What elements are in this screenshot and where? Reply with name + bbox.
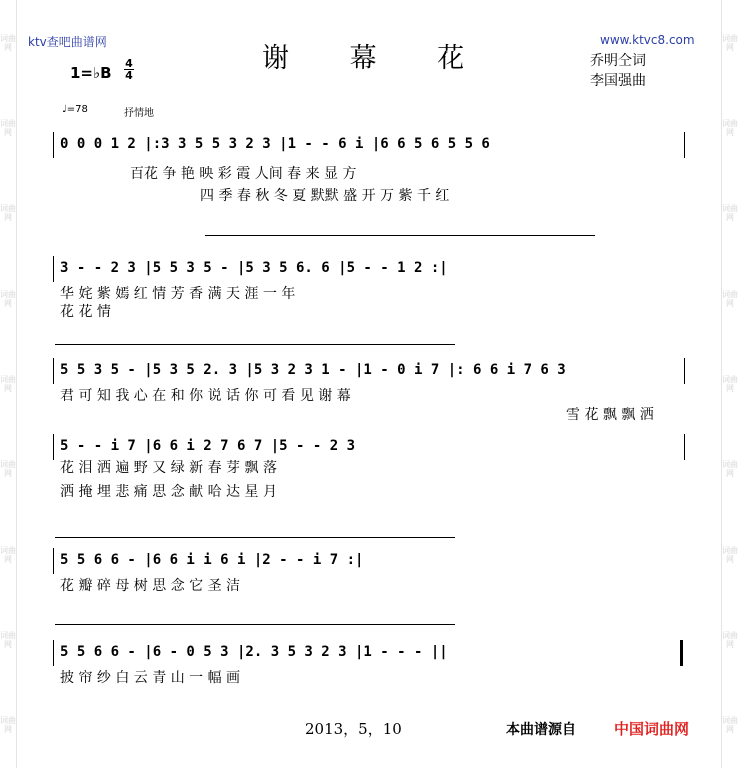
watermark-site-name: ktv查吧曲谱网 (28, 35, 107, 49)
barline (684, 132, 685, 158)
footer-site-link[interactable]: 中国词曲网 (614, 720, 690, 738)
notes-line: 3 - - 2 3 |5 5 3 5 - |5 3 5 6. 6 |5 - - 1 2 :| (60, 260, 448, 276)
watermark-glyph: 词曲网 (0, 545, 16, 564)
lyrics-verse-2: 洒 掩 埋 悲 痛 思 念 献 哈 达 星 月 (60, 484, 277, 500)
watermark-glyph: 词曲网 (722, 460, 738, 479)
key-signature: 1=♭B (70, 64, 112, 82)
lyrics-verse-1: 花 瓣 碎 母 树 思 念 它 圣 洁 (60, 578, 241, 594)
left-watermark-strip (0, 0, 17, 768)
lyrics-verse-1: 百花 争 艳 映 彩 霞 人间 春 来 显 方 (130, 166, 357, 182)
watermark-glyph: 词曲网 (0, 33, 16, 52)
watermark-glyph: 词曲网 (0, 118, 16, 137)
lyricist-credit: 乔明仝词 (590, 53, 646, 69)
notes-line: 5 5 6 6 - |6 - 0 5 3 |2. 3 5 3 2 3 |1 - - - || (60, 644, 448, 660)
barline (684, 358, 685, 384)
watermark-url: www.ktvc8.com (600, 33, 695, 47)
time-signature-bottom: 4 (125, 69, 133, 82)
barline (53, 256, 54, 282)
song-title: 谢 幕 花 (262, 43, 491, 74)
barline (684, 434, 685, 460)
volta-bracket (55, 537, 455, 538)
notes-line: 5 5 6 6 - |6 6 i i 6 i |2 - - i 7 :| (60, 552, 364, 568)
watermark-glyph: 词曲网 (722, 374, 738, 393)
watermark-glyph: 词曲网 (722, 33, 738, 52)
watermark-glyph: 词曲网 (722, 118, 738, 137)
lyrics-verse-1: 君 可 知 我 心 在 和 你 说 话 你 可 看 见 谢 幕 (60, 388, 351, 404)
barline (53, 434, 54, 460)
watermark-glyph: 词曲网 (0, 630, 16, 649)
notes-line: 0 0 0 1 2 |:3 3 5 5 3 2 3 |1 - - 6 i |6 6 5 6 5 5 6 (60, 136, 490, 152)
lyrics-verse-2: 雪 花 飘 飘 洒 (566, 407, 654, 423)
watermark-glyph: 词曲网 (0, 716, 16, 735)
watermark-glyph: 词曲网 (0, 460, 16, 479)
notes-line: 5 - - i 7 |6 6 i 2 7 6 7 |5 - - 2 3 (60, 438, 356, 454)
notes-line: 5 5 3 5 - |5 3 5 2. 3 |5 3 2 3 1 - |1 - 0 i 7 |: 6 6 i 7 6 3 (60, 362, 566, 378)
lyrics-verse-1: 花 泪 洒 遍 野 又 绿 新 春 芽 飘 落 (60, 460, 277, 476)
watermark-glyph: 词曲网 (722, 204, 738, 223)
watermark-glyph: 词曲网 (0, 289, 16, 308)
footer-source-label: 本曲谱源自 (506, 722, 576, 738)
watermark-glyph: 词曲网 (722, 545, 738, 564)
composer-credit: 李国强曲 (590, 73, 646, 89)
barline (53, 358, 54, 384)
watermark-glyph: 词曲网 (0, 204, 16, 223)
lyrics-verse-2: 四 季 春 秋 冬 夏 默默 盛 开 万 紫 千 红 (200, 188, 450, 204)
watermark-glyph: 词曲网 (0, 374, 16, 393)
volta-bracket (55, 624, 455, 625)
lyrics-verse-1: 华 姹 紫 嫣 红 情 芳 香 满 天 涯 一 年 (60, 286, 296, 302)
time-signature (124, 58, 134, 81)
barline (53, 548, 54, 574)
volta-bracket (205, 235, 595, 236)
footer-date: 2013，5，10 (305, 720, 402, 738)
barline (53, 640, 54, 666)
watermark-glyph: 词曲网 (722, 716, 738, 735)
watermark-glyph: 词曲网 (722, 289, 738, 308)
time-signature-top: 4 (125, 57, 133, 70)
right-watermark-strip (721, 0, 738, 768)
barline (53, 132, 54, 158)
final-barline (680, 640, 683, 666)
lyrics-verse-1: 披 帘 纱 白 云 青 山 一 幅 画 (60, 670, 241, 686)
watermark-glyph: 词曲网 (722, 630, 738, 649)
tempo-marking: ♩=78 (62, 104, 88, 115)
expression-marking: 抒情地 (124, 108, 154, 119)
lyrics-verse-2: 花 花 情 (60, 304, 111, 320)
volta-bracket (55, 344, 455, 345)
